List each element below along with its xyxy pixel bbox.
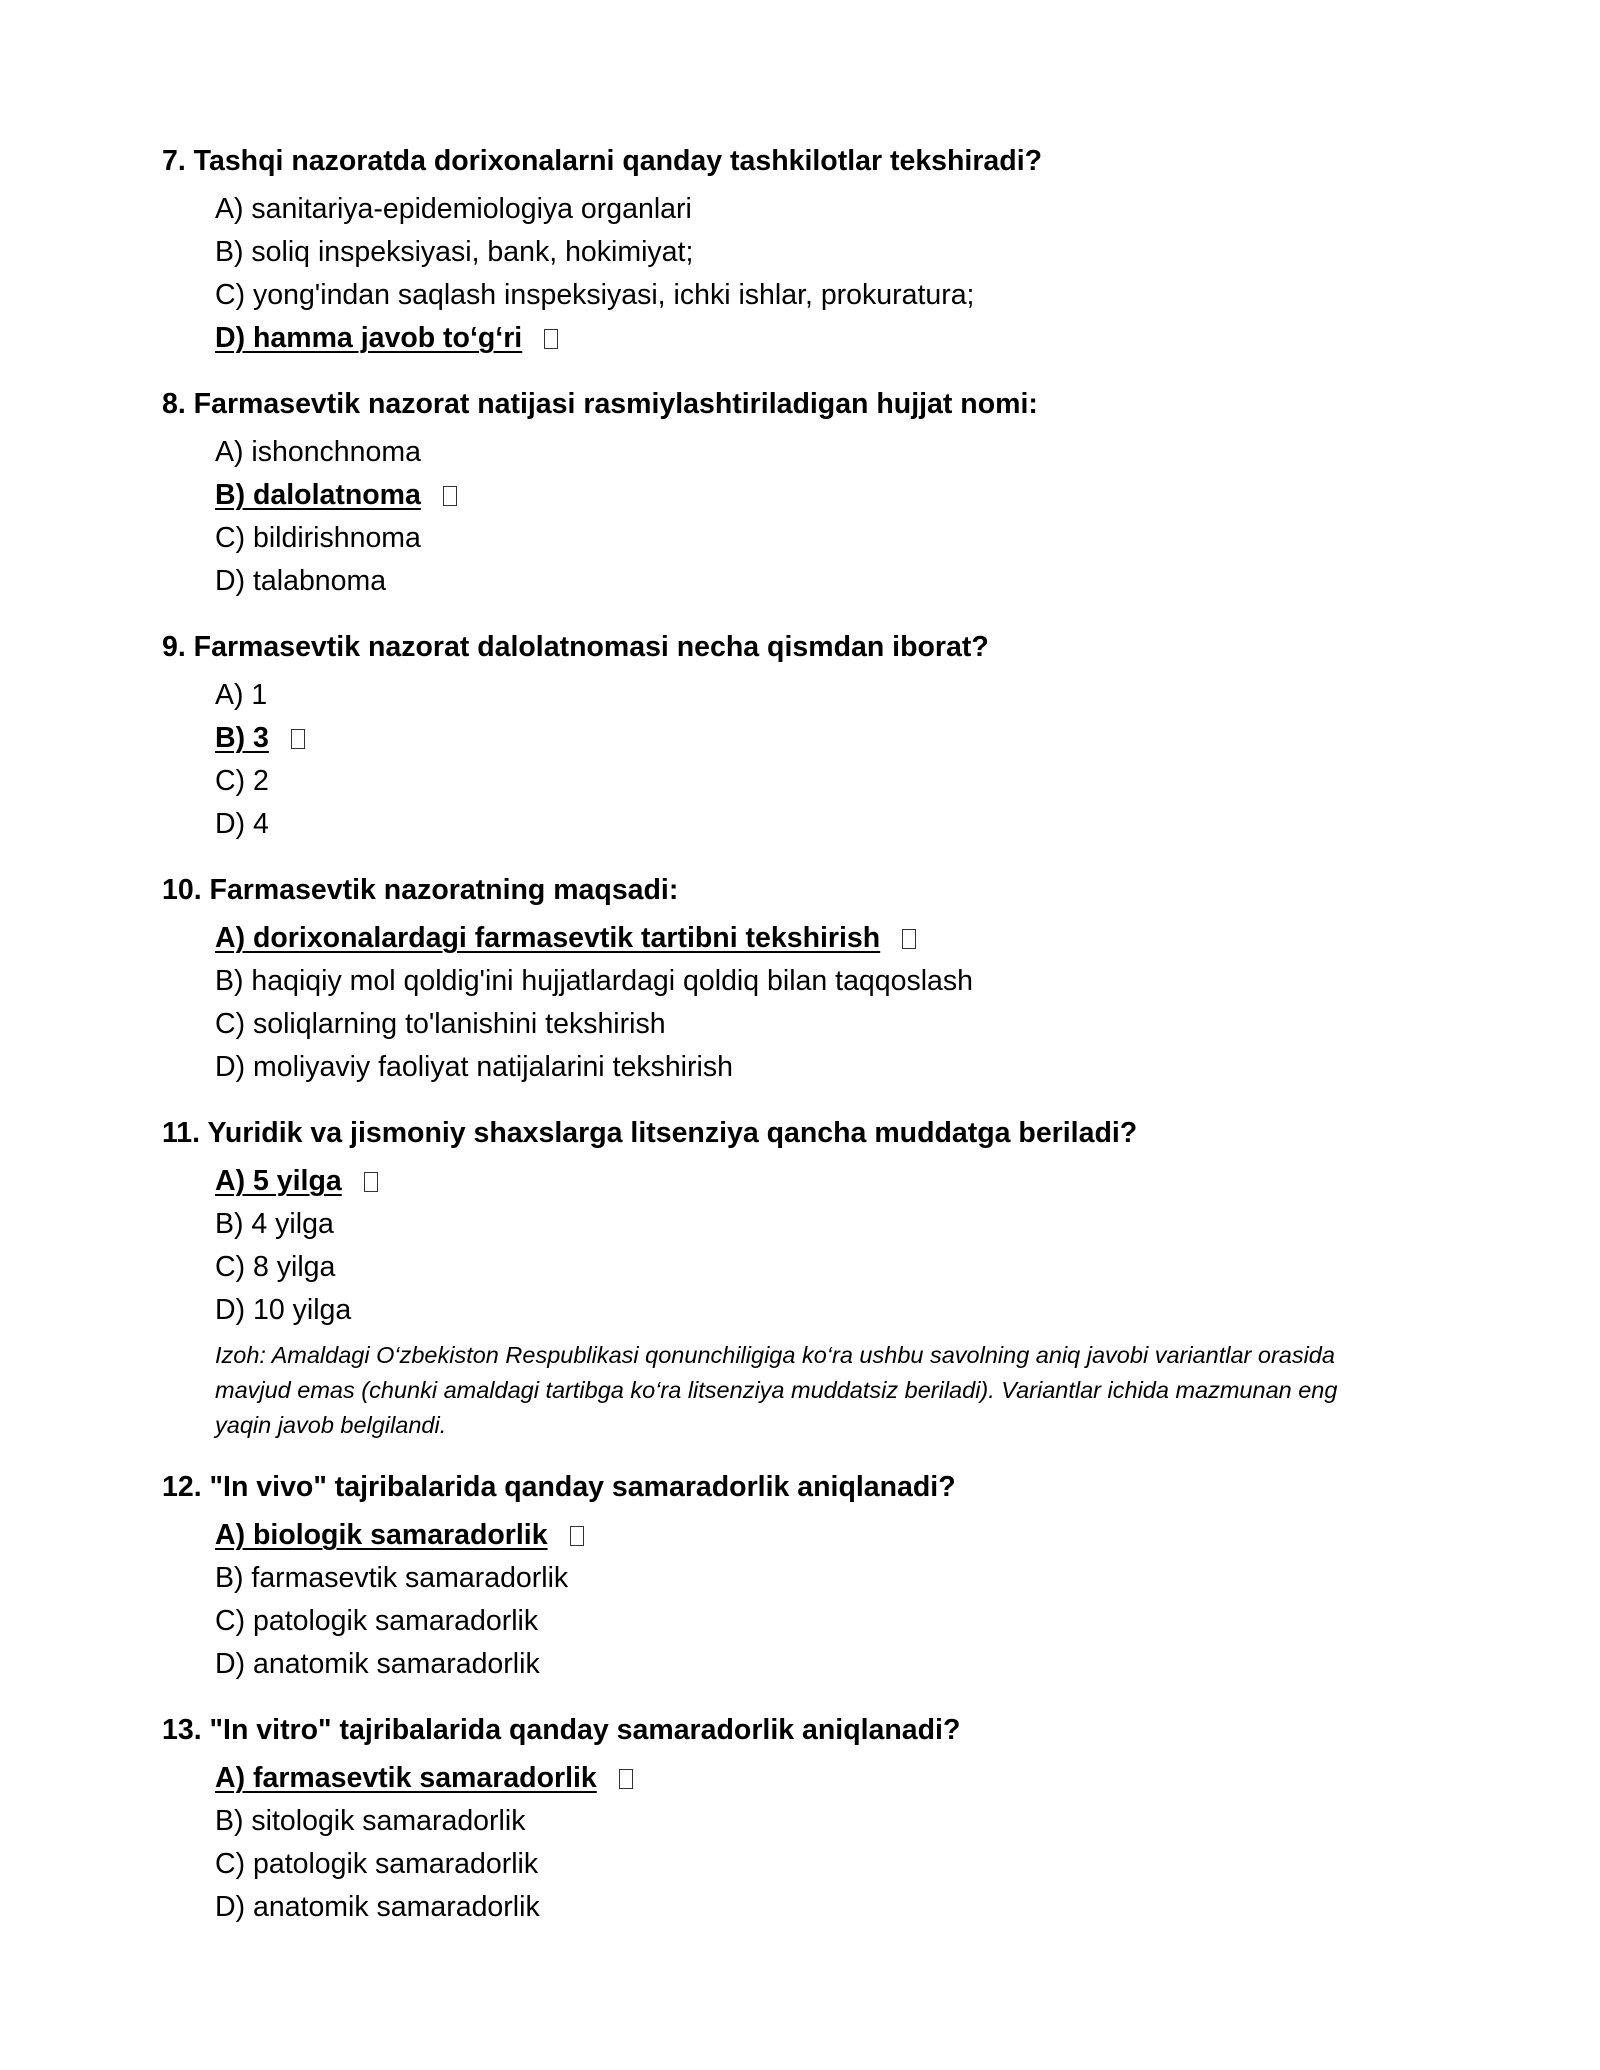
question-8: [162, 387, 1420, 603]
answer-options: [162, 674, 1420, 846]
answer-text: D) 4: [215, 808, 269, 840]
answer-text: B) sitologik samaradorlik: [215, 1805, 526, 1837]
question-title: 10. Farmasevtik nazoratning maqsadi:: [162, 874, 679, 906]
answer-options: [162, 188, 1420, 360]
answer-text: C) soliqlarning to'lanishini tekshirish: [215, 1008, 666, 1040]
check-box-icon: [902, 929, 916, 949]
answer-option: [215, 1643, 1420, 1686]
answer-text: B) soliq inspeksiyasi, bank, hokimiyat;: [215, 236, 694, 268]
answer-option: [215, 517, 1420, 560]
answer-text: D) moliyaviy faoliyat natijalarini tekshirish: [215, 1051, 733, 1083]
question-12: [162, 1470, 1420, 1686]
answer-option-correct: [215, 1160, 1420, 1203]
check-box-icon: [291, 729, 305, 749]
answer-text: B) farmasevtik samaradorlik: [215, 1562, 569, 1594]
question-title: 12. "In vivo" tajribalarida qanday samaradorlik aniqlanadi?: [162, 1471, 956, 1503]
answer-options: [162, 431, 1420, 603]
answer-option: [215, 760, 1420, 803]
answer-option: [215, 1046, 1420, 1089]
answer-option: [215, 188, 1420, 231]
question-9: [162, 630, 1420, 846]
question-title: 8. Farmasevtik nazorat natijasi rasmiylashtiriladigan hujjat nomi:: [162, 388, 1038, 420]
question-title: 9. Farmasevtik nazorat dalolatnomasi necha qismdan iborat?: [162, 631, 989, 663]
question-7: [162, 144, 1420, 360]
answer-text: D) anatomik samaradorlik: [215, 1891, 540, 1923]
question-11: [162, 1116, 1420, 1443]
answer-option: [215, 560, 1420, 603]
answer-options: [162, 1757, 1420, 1929]
answer-text: A) farmasevtik samaradorlik: [215, 1762, 597, 1794]
answer-option-correct: [215, 1514, 1420, 1557]
question-title: 7. Tashqi nazoratda dorixonalarni qanday tashkilotlar tekshiradi?: [162, 145, 1043, 177]
answer-text: C) patologik samaradorlik: [215, 1848, 539, 1880]
answer-option: [215, 274, 1420, 317]
answer-text: D) hamma javob to‘g‘ri: [215, 322, 523, 354]
answer-text: C) patologik samaradorlik: [215, 1605, 539, 1637]
check-box-icon: [443, 486, 457, 506]
answer-option: [215, 1600, 1420, 1643]
answer-text: D) anatomik samaradorlik: [215, 1648, 540, 1680]
answer-option: [215, 960, 1420, 1003]
check-box-icon: [544, 329, 558, 349]
answer-option-correct: [215, 474, 1420, 517]
question-13: [162, 1713, 1420, 1929]
answer-text: A) dorixonalardagi farmasevtik tartibni tekshirish: [215, 922, 881, 954]
answer-text: B) 4 yilga: [215, 1208, 334, 1240]
answer-text: B) 3: [215, 722, 269, 754]
answer-option: [215, 1800, 1420, 1843]
answer-option: [215, 1886, 1420, 1929]
answer-text: A) ishonchnoma: [215, 436, 421, 468]
question-title: 11. Yuridik va jismoniy shaxslarga litsenziya qancha muddatga beriladi?: [162, 1117, 1138, 1149]
answer-option: [215, 1289, 1420, 1332]
answer-option-correct: [215, 317, 1420, 360]
answer-option: [215, 431, 1420, 474]
answer-option: [215, 803, 1420, 846]
answer-text: C) bildirishnoma: [215, 522, 421, 554]
answer-options: [162, 917, 1420, 1089]
answer-option: [215, 1203, 1420, 1246]
answer-option: [215, 1843, 1420, 1886]
answer-text: C) 2: [215, 765, 269, 797]
answer-text: C) 8 yilga: [215, 1251, 336, 1283]
answer-options: [162, 1514, 1420, 1686]
answer-option: [215, 1557, 1420, 1600]
question-10: [162, 873, 1420, 1089]
answer-text: B) dalolatnoma: [215, 479, 421, 511]
answer-option: [215, 1003, 1420, 1046]
answer-option-correct: [215, 917, 1420, 960]
check-box-icon: [364, 1172, 378, 1192]
answer-text: A) biologik samaradorlik: [215, 1519, 548, 1551]
answer-text: A) sanitariya-epidemiologiya organlari: [215, 193, 692, 225]
answer-text: D) talabnoma: [215, 565, 387, 597]
answer-text: B) haqiqiy mol qoldig'ini hujjatlardagi qoldiq bilan taqqoslash: [215, 965, 974, 997]
answer-option-correct: [215, 1757, 1420, 1800]
answer-options: [162, 1160, 1420, 1332]
answer-option: [215, 674, 1420, 717]
explanatory-note: Izoh: Amaldagi O‘zbekiston Respublikasi qonunchiligiga ko‘ra ushbu savolning aniq javobi variantlar orasida mavjud emas (chunki amaldagi tartibga ko‘ra litsenziya muddatsiz beriladi). Variantlar ichida mazmunan eng yaqin javob belgilandi.: [215, 1342, 1338, 1438]
answer-option-correct: [215, 717, 1420, 760]
answer-text: A) 5 yilga: [215, 1165, 342, 1197]
answer-text: C) yong'indan saqlash inspeksiyasi, ichki ishlar, prokuratura;: [215, 279, 975, 311]
answer-option: [215, 231, 1420, 274]
question-title: 13. "In vitro" tajribalarida qanday samaradorlik aniqlanadi?: [162, 1714, 961, 1746]
check-box-icon: [619, 1769, 633, 1789]
answer-option: [215, 1246, 1420, 1289]
answer-text: D) 10 yilga: [215, 1294, 352, 1326]
answer-text: A) 1: [215, 679, 268, 711]
check-box-icon: [570, 1526, 584, 1546]
